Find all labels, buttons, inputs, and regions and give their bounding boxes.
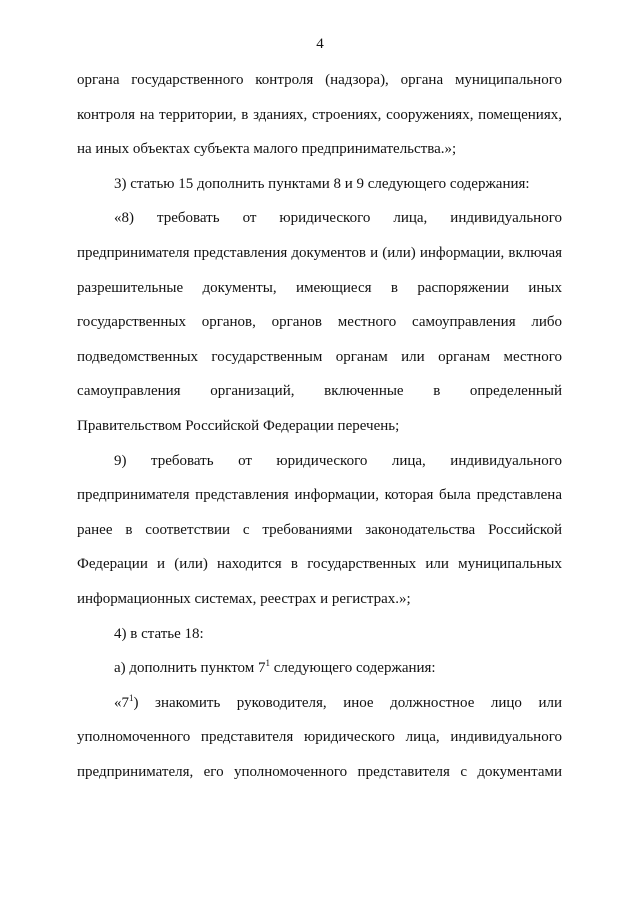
text-line: предпринимателя, его уполномоченного представителя с документами [77,763,562,780]
superscript: 1 [265,658,271,669]
text-line: информационных системах, реестрах и регистрах.»; [77,590,411,607]
text-segment: ) знакомить руководителя, иное должностное лицо или [133,694,562,711]
text-line: органа государственного контроля (надзора), органа муниципального [77,72,562,88]
text-line: предпринимателя представления информации, которая была представлена [77,487,562,504]
text-line: государственных органов, органов местного самоуправления либо [77,314,562,331]
text-line: ранее в соответствии с требованиями законодательства Российской [77,521,562,538]
document-body [77,70,562,796]
paragraph-item-a [77,658,562,693]
text-segment: следующего содержания: [270,660,436,677]
text-line: уполномоченного представителя юридического лица, индивидуального [77,729,562,746]
text-line: Правительством Российской Федерации перечень; [77,417,400,434]
text-line: самоуправления организаций, включенные в определенный [77,383,562,400]
text-line: контроля на территории, в зданиях, строениях, сооружениях, помещениях, [77,106,562,123]
paragraph-item-9: 9) требовать от юридического лица, индивидуального [114,452,562,469]
superscript: 1 [129,692,134,703]
text-segment: «7 [114,694,129,711]
paragraph-item-8: «8) требовать от юридического лица, индивидуального [114,210,562,227]
text-line: подведомственных государственным органам или органам местного [77,348,562,365]
text-line: на иных объектах субъекта малого предпринимательства.»; [77,141,457,158]
text-line: разрешительные документы, имеющиеся в распоряжении иных [77,279,562,296]
paragraph-item-4: 4) в статье 18: [114,625,204,642]
text-line: предпринимателя представления документов и (или) информации, включая [77,244,562,261]
paragraph-item-3: 3) статью 15 дополнить пунктами 8 и 9 следующего содержания: [114,175,530,192]
page-number: 4 [316,36,324,52]
text-segment: а) дополнить пунктом 7 [114,660,266,677]
paragraph-item-7-1 [77,693,562,728]
text-line: Федерации и (или) находится в государственных или муниципальных [77,556,562,573]
